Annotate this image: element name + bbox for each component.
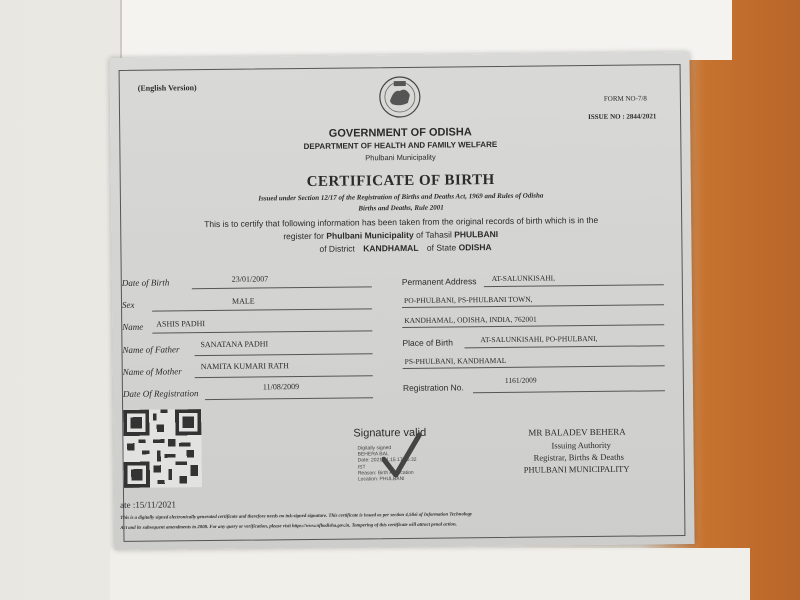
signature-checkmark-icon	[381, 431, 422, 479]
certify-line2: register for Phulbani Municipality of Tahasil PHULBANI	[283, 228, 499, 242]
form-number: FORM NO-7/8	[603, 94, 647, 103]
registration-no-label: Registration No.	[402, 382, 464, 393]
name-label: Name	[122, 321, 144, 332]
issued-under-line2: Births and Deaths, Rule 2001	[358, 203, 444, 213]
odisha-emblem-icon	[378, 75, 422, 119]
qr-code-icon	[123, 409, 202, 488]
registration-no-value: 1161/2009	[504, 375, 537, 385]
department-title: DEPARTMENT OF HEALTH AND FAMILY WELFARE	[303, 139, 498, 152]
place-of-birth-label: Place of Birth	[402, 337, 454, 348]
mother-value: NAMITA KUMARI RATH	[200, 361, 289, 372]
footer-note-line2: Act and its subsequent amendments in 2008. For any query or verification, please visit https://www.nfbodisha.gov.in. Tampering of this certificate will attract penal action.	[120, 522, 457, 531]
father-label: Name of Father	[122, 344, 180, 355]
authority-name: MR BALADEV BEHERA	[528, 426, 626, 438]
issue-number: ISSUE NO : 2844/2021	[588, 112, 657, 122]
paper-edge-top	[120, 0, 732, 60]
certify-line3: of District KANDHAMAL of State ODISHA	[319, 242, 492, 254]
mother-label: Name of Mother	[122, 366, 182, 377]
name-value: ASHIS PADHI	[156, 319, 206, 329]
certify-line1: This is to certify that following information has been taken from the original records of birth which is in the	[204, 214, 599, 230]
sex-label: Sex	[121, 299, 135, 310]
place-of-birth-line2: PS-PHULBANI, KANDHAMAL	[404, 355, 507, 366]
birth-certificate	[109, 52, 694, 550]
certificate-title: CERTIFICATE OF BIRTH	[306, 172, 495, 190]
english-version-label: (English Version)	[137, 83, 197, 93]
municipality-title: Phulbani Municipality	[365, 152, 436, 163]
place-of-birth-line1: AT-SALUNKISAHI, PO-PHULBANI,	[480, 333, 598, 345]
digital-signature-details: Digitally signed BEHERA BAL Date: 2021.11.15 17:56:32 IST Reason: Birth Application Location: PHULBANI	[357, 445, 417, 483]
signature-valid-text: Signature valid	[353, 426, 427, 440]
dor-value: 11/08/2009	[262, 382, 300, 392]
dob-value: 23/01/2007	[231, 274, 269, 284]
footer-note-line1: This is a digitally signed electronically generated certificate and therefore needs no ink-signed signature. This certificate is issued as per section 4,5&6 of Information Technology	[120, 512, 473, 521]
authority-role: Issuing Authority	[551, 439, 611, 451]
permanent-address-line2: PO-PHULBANI, PS-PHULBANI TOWN,	[403, 294, 533, 305]
authority-organization: PHULBANI MUNICIPALITY	[523, 463, 630, 475]
permanent-address-label: Permanent Address	[401, 276, 477, 288]
father-value: SANATANA PADHI	[200, 339, 269, 350]
certificate-date: ate :15/11/2021	[120, 499, 177, 510]
authority-title: Registrar, Births & Deaths	[533, 451, 625, 463]
dor-label: Date Of Registration	[122, 388, 199, 399]
government-title: GOVERNMENT OF ODISHA	[328, 126, 472, 140]
paper-edge-bottom	[110, 548, 750, 600]
issued-under-line1: Issued under Section 12/17 of the Registration of Births and Deaths Act, 1969 and Rules of Odisha	[258, 191, 544, 203]
sex-value: MALE	[231, 296, 255, 306]
permanent-address-line1: AT-SALUNKISAHI,	[491, 273, 556, 284]
dob-label: Date of Birth	[121, 277, 170, 288]
permanent-address-line3: KANDHAMAL, ODISHA, INDIA, 762001	[404, 314, 537, 325]
